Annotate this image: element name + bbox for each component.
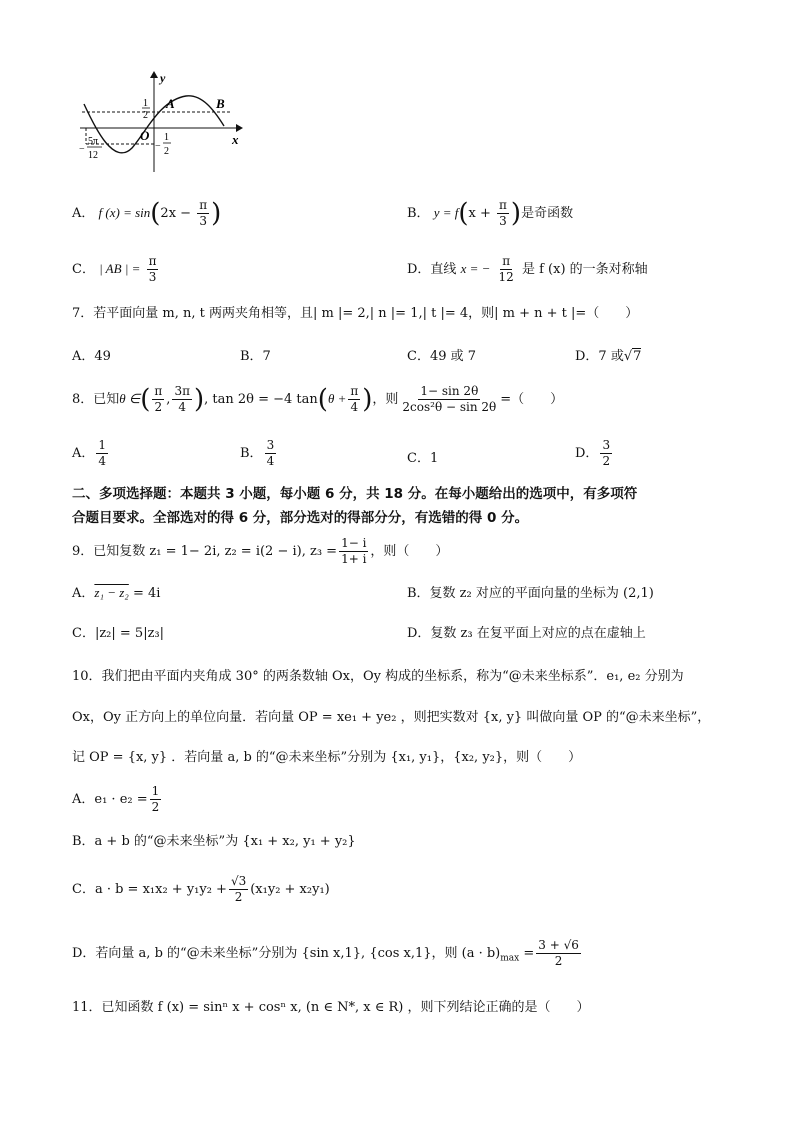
half-top-den: 2 <box>143 110 148 121</box>
q9-option-a[interactable]: A．z₁ − z₂ = 4i <box>72 585 161 601</box>
q9-option-b[interactable]: B．复数 z₂ 对应的平面向量的坐标为 (2,1) <box>407 586 654 601</box>
sqrt-icon: √ <box>623 349 633 364</box>
x-label-num: 5π <box>88 136 99 147</box>
q10-line3: 记 OP = {x, y} ．若向量 a, b 的“@未来坐标”分别为 {x₁, y₁}，{x₂, y₂}，则（ ） <box>72 750 582 765</box>
q10-option-d[interactable]: D．若向量 a, b 的“@未来坐标”分别为 {sin x,1}, {cos x,1}，则 $(a \cdot b)_{max}$ = $\frac{3 + √6}{2}$ <box>72 938 579 968</box>
q7-option-b[interactable]: B．7 <box>240 349 271 364</box>
q9-stem: 9．已知复数 z₁ = 1− 2i, z₂ = i(2 − i), z₃ = $\frac{1- i}{1+ i}$ ，则（ ） <box>72 536 449 566</box>
q10-option-a[interactable]: A．e₁ · e₂ = $\frac{1}{2}$ <box>72 784 160 814</box>
function-graph <box>76 70 246 175</box>
q10-option-b[interactable]: B．a + b 的“@未来坐标”为 {x₁ + x₂, y₁ + y₂} <box>72 834 356 849</box>
x-axis-arrow <box>236 124 243 132</box>
q6-option-d[interactable]: D．直线 x = − $\frac{\pi}{12}$ 是 f (x) 的一条对称轴 <box>407 254 648 284</box>
q9-option-c[interactable]: C．|z₂| = 5|z₃| <box>72 626 165 641</box>
q8-option-a[interactable]: A． $\frac{1}{4}$ <box>72 438 107 468</box>
q7-option-c[interactable]: C．49 或 7 <box>407 349 477 364</box>
q6-option-b[interactable]: B． y = f(x + $\frac{\pi}{3}$ )是奇函数 <box>407 198 574 229</box>
q10-line1: 10．我们把由平面内夹角成 30° 的两条数轴 Ox，Oy 构成的坐标系，称为“@未来坐标系”．e₁, e₂ 分别为 <box>72 669 684 684</box>
q8-option-b[interactable]: B． $\frac{3}{4}$ <box>240 438 275 468</box>
point-a-label: A <box>166 96 175 111</box>
axis-y-label: y <box>160 71 166 85</box>
half-bot-sign: − <box>155 141 161 152</box>
q8-option-c[interactable]: C．1 <box>407 451 439 466</box>
q10-option-c[interactable]: C．a · b = x₁x₂ + y₁y₂ + $\frac{√3}{2}$ (x₁y₂ + x₂y₁) <box>72 874 330 904</box>
half-bot-den: 2 <box>164 146 169 157</box>
q11-stem: 11．已知函数 f (x) = sinⁿ x + cosⁿ x, (n ∈ N*, x ∈ R) ，则下列结论正确的是（ ） <box>72 1000 590 1015</box>
q7-stem: 7．若平面向量 m, n, t 两两夹角相等，且| m |= 2,| n |= 1,| t |= 4，则| m + n + t |=（ ） <box>72 306 639 321</box>
x-label-den: 12 <box>88 150 98 161</box>
origin-label: O <box>140 128 150 143</box>
point-b-label: B <box>216 96 225 111</box>
q10-line2: Ox，Oy 正方向上的单位向量．若向量 OP = xe₁ + ye₂ ，则把实数对 {x, y} 叫做向量 OP 的“@未来坐标”， <box>72 710 711 725</box>
q8-option-d[interactable]: D． $\frac{3}{2}$ <box>575 438 611 468</box>
x-label-sign: − <box>79 144 85 155</box>
half-top-num: 1 <box>143 98 148 109</box>
section2-line1: 二、多项选择题：本题共 3 小题，每小题 6 分，共 18 分。在每小题给出的选项中，有多项符 <box>72 486 638 502</box>
y-axis-arrow <box>150 71 158 78</box>
section2-line2: 合题目要求。全部选对的得 6 分，部分选对的得部分分，有选错的得 0 分。 <box>72 510 529 526</box>
q9-option-d[interactable]: D．复数 z₃ 在复平面上对应的点在虚轴上 <box>407 626 646 641</box>
q7-option-d[interactable]: D．7 或√7 <box>575 349 642 364</box>
q6-option-a[interactable]: A． f (x) = sin(2x − $\frac{\pi}{3}$ ) <box>72 198 222 229</box>
q8-stem: 8．已知θ ∈( $\frac{\pi}{2}$ , $\frac{3\pi}{4}$ ), tan 2θ = −4 tan(θ + $\frac{\pi}{4}$ )，则 $\frac{1- \sin 2\theta}{\text{2cos²θ − sin 2θ}}$ =（ ） <box>72 384 564 415</box>
half-bot-num: 1 <box>164 132 169 143</box>
q7-option-a[interactable]: A．49 <box>72 349 111 364</box>
q6-option-c[interactable]: C． | AB | = $\frac{\pi}{3}$ <box>72 254 157 284</box>
axis-x-label: x <box>232 132 239 147</box>
